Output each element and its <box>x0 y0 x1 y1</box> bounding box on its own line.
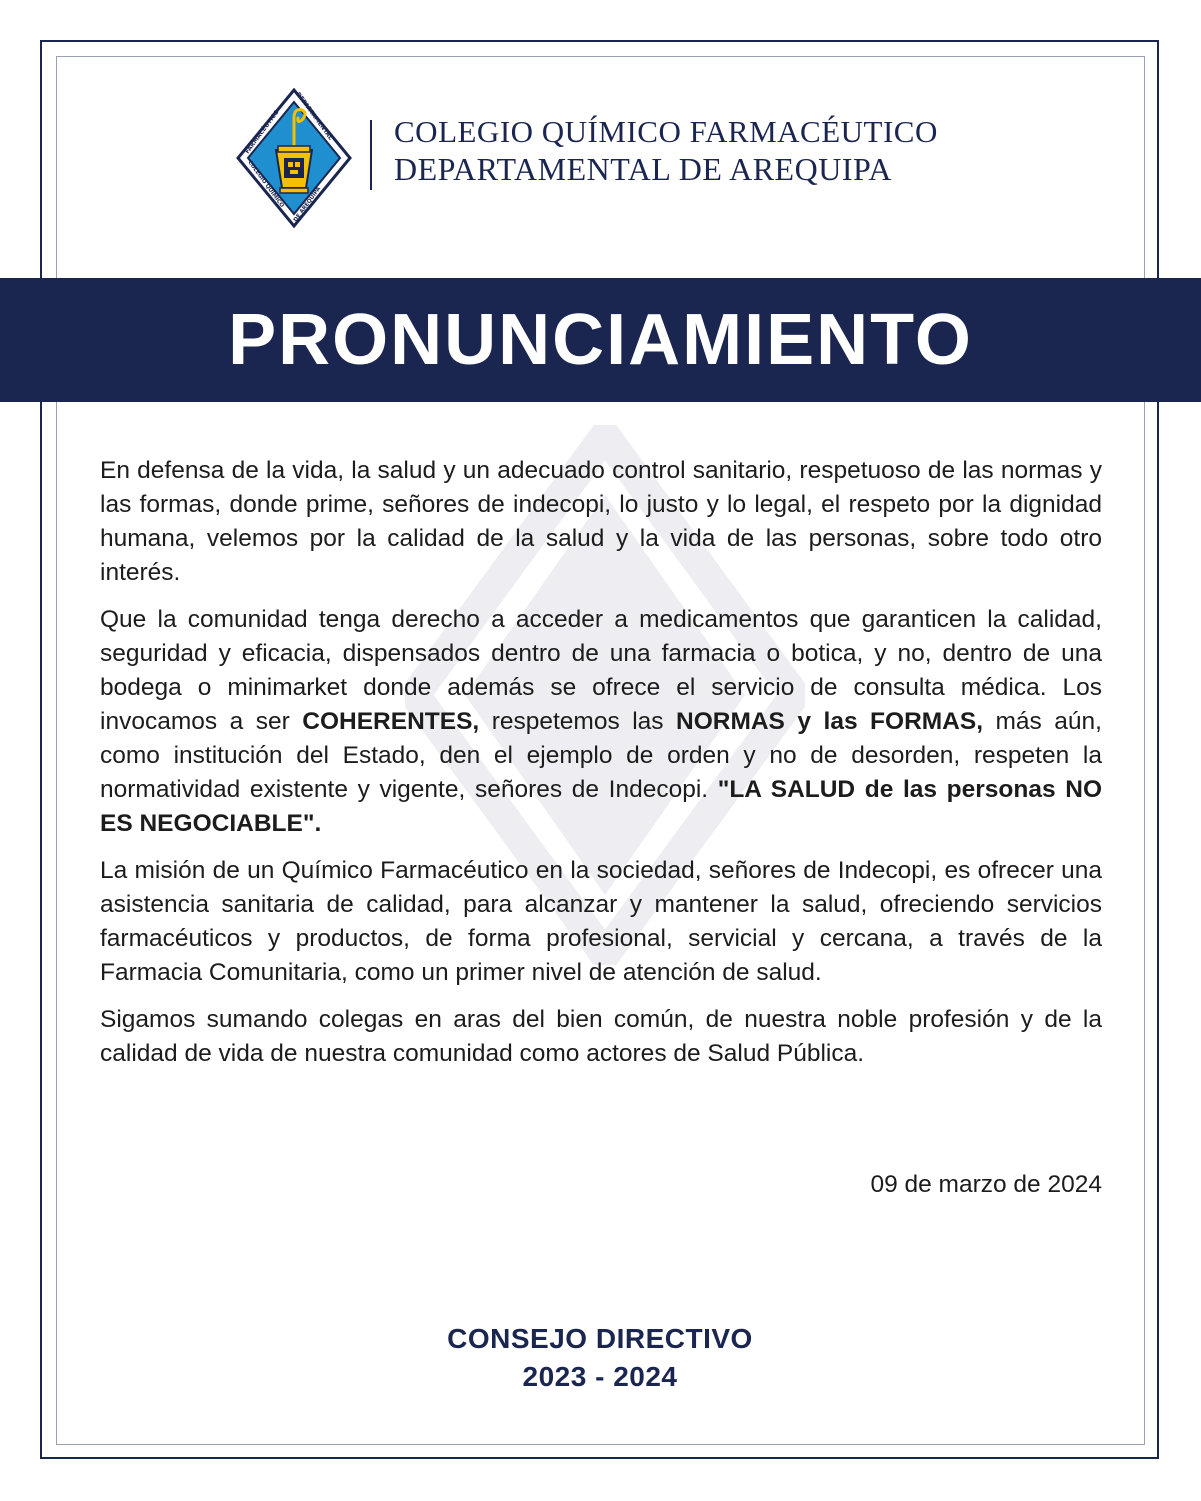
statement-date: 09 de marzo de 2024 <box>870 1171 1102 1198</box>
header <box>236 88 996 228</box>
paragraph-2-part-e: más aún, como institución del Estado, den el ejemplo de orden y no de desorden, respeten la normatividad existente y vigente, señores de Indecopi. <box>100 708 1102 803</box>
paragraph-4: Sigamos sumando colegas en aras del bien común, de nuestra noble profesión y de la calidad de vida de nuestra comunidad como actores de Salud Pública. <box>100 1006 1102 1067</box>
paragraph-2 <box>100 603 1102 841</box>
title-banner <box>0 278 1201 402</box>
paragraph-2-bold-normas: NORMAS y las FORMAS, <box>676 708 984 735</box>
logo-ring-text-bottom-left: COLEGIO QUÍMICO <box>246 159 285 209</box>
header-divider <box>370 120 372 190</box>
footer-signature <box>300 1320 900 1396</box>
org-name-line1: COLEGIO QUÍMICO FARMACÉUTICO <box>394 114 938 149</box>
college-logo <box>236 88 352 228</box>
paragraph-2-part-a: Que la comunidad tenga derecho a acceder a medicamentos que garanticen la calidad, seguridad y eficacia, dispensados dentro de una farmacia o botica, y no, dentro de una bodega o minimarket donde además se ofrece el servicio de consulta médica. Los invocamos a ser <box>100 606 1102 735</box>
logo-ring-text-left: FARMACÉUTICO <box>243 108 281 156</box>
org-name <box>394 114 938 188</box>
org-name-line2: DEPARTAMENTAL DE AREQUIPA <box>394 151 892 187</box>
paragraph-2-bold-coherentes: COHERENTES, <box>302 708 480 735</box>
paragraph-3: La misión de un Químico Farmacéutico en la sociedad, señores de Indecopi, es ofrecer una asistencia sanitaria de calidad, para alcanzar y mantener la salud, ofreciendo servicios farmacéuticos y productos, de forma profesional, servicial y cercana, a través de la Farmacia Comunitaria, como un primer nivel de atención de salud. <box>100 857 1102 986</box>
page-title: PRONUNCIAMIENTO <box>228 300 973 380</box>
footer-line2: 2023 - 2024 <box>522 1361 678 1392</box>
logo-ring-text-bottom-right: DE AREQUIPA <box>292 186 323 224</box>
paragraph-2-part-c: respetemos las <box>479 708 677 735</box>
paragraph-1: En defensa de la vida, la salud y un adecuado control sanitario, respetuoso de las normas y las formas, donde prime, señores de indecopi, lo justo y lo legal, el respeto por la dignidad humana, velemos por la calidad de la salud y la vida de las personas, sobre todo otro interés. <box>100 457 1102 586</box>
paragraph-2-bold-quote: "LA SALUD de las personas NO ES NEGOCIABLE". <box>100 776 1102 837</box>
logo-ring-text-right: DEPARTAMENTAL <box>294 91 335 142</box>
footer-line1: CONSEJO DIRECTIVO <box>447 1323 753 1354</box>
statement-body <box>100 454 1102 1084</box>
